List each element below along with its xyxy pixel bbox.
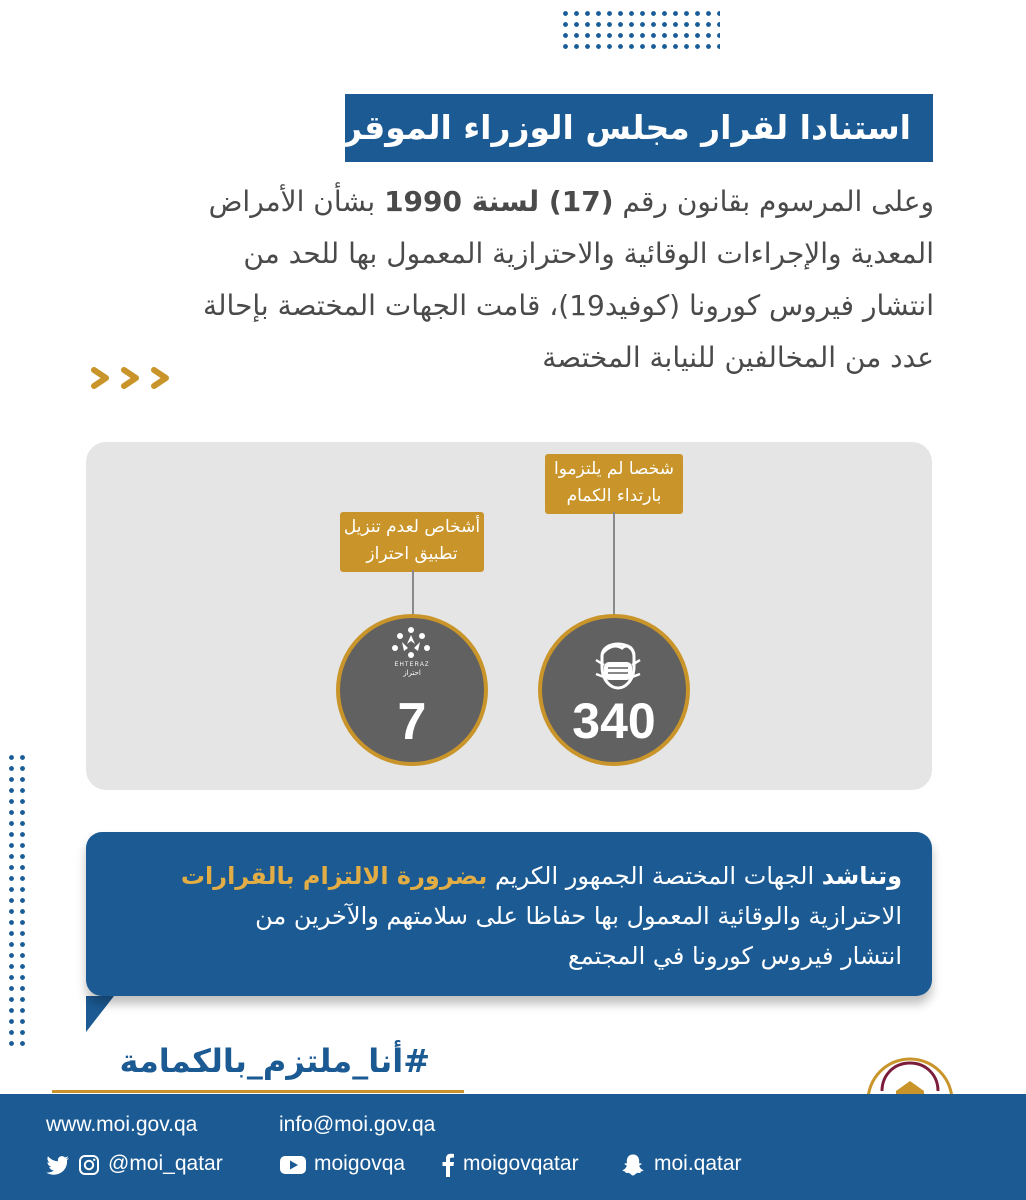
instagram-icon[interactable] <box>78 1154 100 1176</box>
hashtag-underline <box>52 1090 464 1093</box>
stat-label-ehteraz: أشخاص لعدم تنزيل تطبيق احتراز <box>340 512 484 572</box>
footer <box>0 1094 1026 1200</box>
stat-circle-mask <box>538 614 690 766</box>
body-line-3: انتشار فيروس كورونا (كوفيد19)، قامت الجهات المختصة بإحالة <box>203 289 934 322</box>
page-title: استنادا لقرار مجلس الوزراء الموقر <box>345 94 933 162</box>
appeal-highlight: بضرورة الالتزام بالقرارات <box>180 862 488 890</box>
stat-value-ehteraz: 7 <box>397 693 427 751</box>
email-link[interactable]: info@moi.gov.qa <box>279 1113 436 1136</box>
stat-value-mask: 340 <box>572 693 656 749</box>
stat-label-mask: شخصا لم يلتزموا بارتداء الكمام <box>545 454 683 514</box>
body-paragraph <box>80 176 934 384</box>
facebook-icon[interactable] <box>441 1153 455 1177</box>
stat-circle-ehteraz <box>336 614 488 766</box>
appeal-line-3: انتشار فيروس كورونا في المجتمع <box>568 942 902 970</box>
appeal-text <box>102 856 902 976</box>
snapchat-handle[interactable]: moi.qatar <box>654 1152 742 1175</box>
ehteraz-logo-icon <box>388 624 434 662</box>
connector-line <box>613 512 615 616</box>
appeal-line-2: الاحترازية والوقائية المعمول بها حفاظا على سلامتهم والآخرين من <box>255 902 902 930</box>
youtube-handle[interactable]: moigovqa <box>314 1152 406 1175</box>
website-link[interactable]: www.moi.gov.qa <box>46 1113 198 1136</box>
twitter-instagram-handle[interactable]: @moi_qatar <box>108 1152 223 1175</box>
facebook-handle[interactable]: moigovqatar <box>463 1152 579 1175</box>
decorative-dots-left <box>6 752 30 1052</box>
ehteraz-logo-text: EHTERAZ <box>394 662 430 668</box>
stats-panel <box>86 442 932 790</box>
connector-line <box>412 570 414 616</box>
law-reference: (17) لسنة 1990 <box>384 185 614 218</box>
body-line-4: عدد من المخالفين للنيابة المختصة <box>542 341 934 374</box>
snapchat-icon[interactable] <box>621 1153 645 1177</box>
twitter-icon[interactable] <box>46 1155 70 1175</box>
speech-tail <box>86 996 114 1032</box>
hashtag[interactable]: #أنا_ملتزم_بالكمامة <box>119 1042 430 1080</box>
appeal-line-1: وتناشد الجهات المختصة الجمهور الكريم بضرورة الالتزام بالقرارات <box>180 862 902 890</box>
ehteraz-logo-text-ar: احتراز <box>403 669 421 677</box>
appeal-box <box>86 832 932 996</box>
youtube-icon[interactable] <box>279 1155 307 1175</box>
decorative-dots-top <box>560 8 720 52</box>
face-mask-icon <box>592 632 644 692</box>
chevrons-icon <box>90 362 190 394</box>
body-line-1: وعلى المرسوم بقانون رقم (17) لسنة 1990 بشأن الأمراض <box>208 185 934 218</box>
body-line-2: المعدية والإجراءات الوقائية والاحترازية المعمول بها للحد من <box>243 237 934 270</box>
